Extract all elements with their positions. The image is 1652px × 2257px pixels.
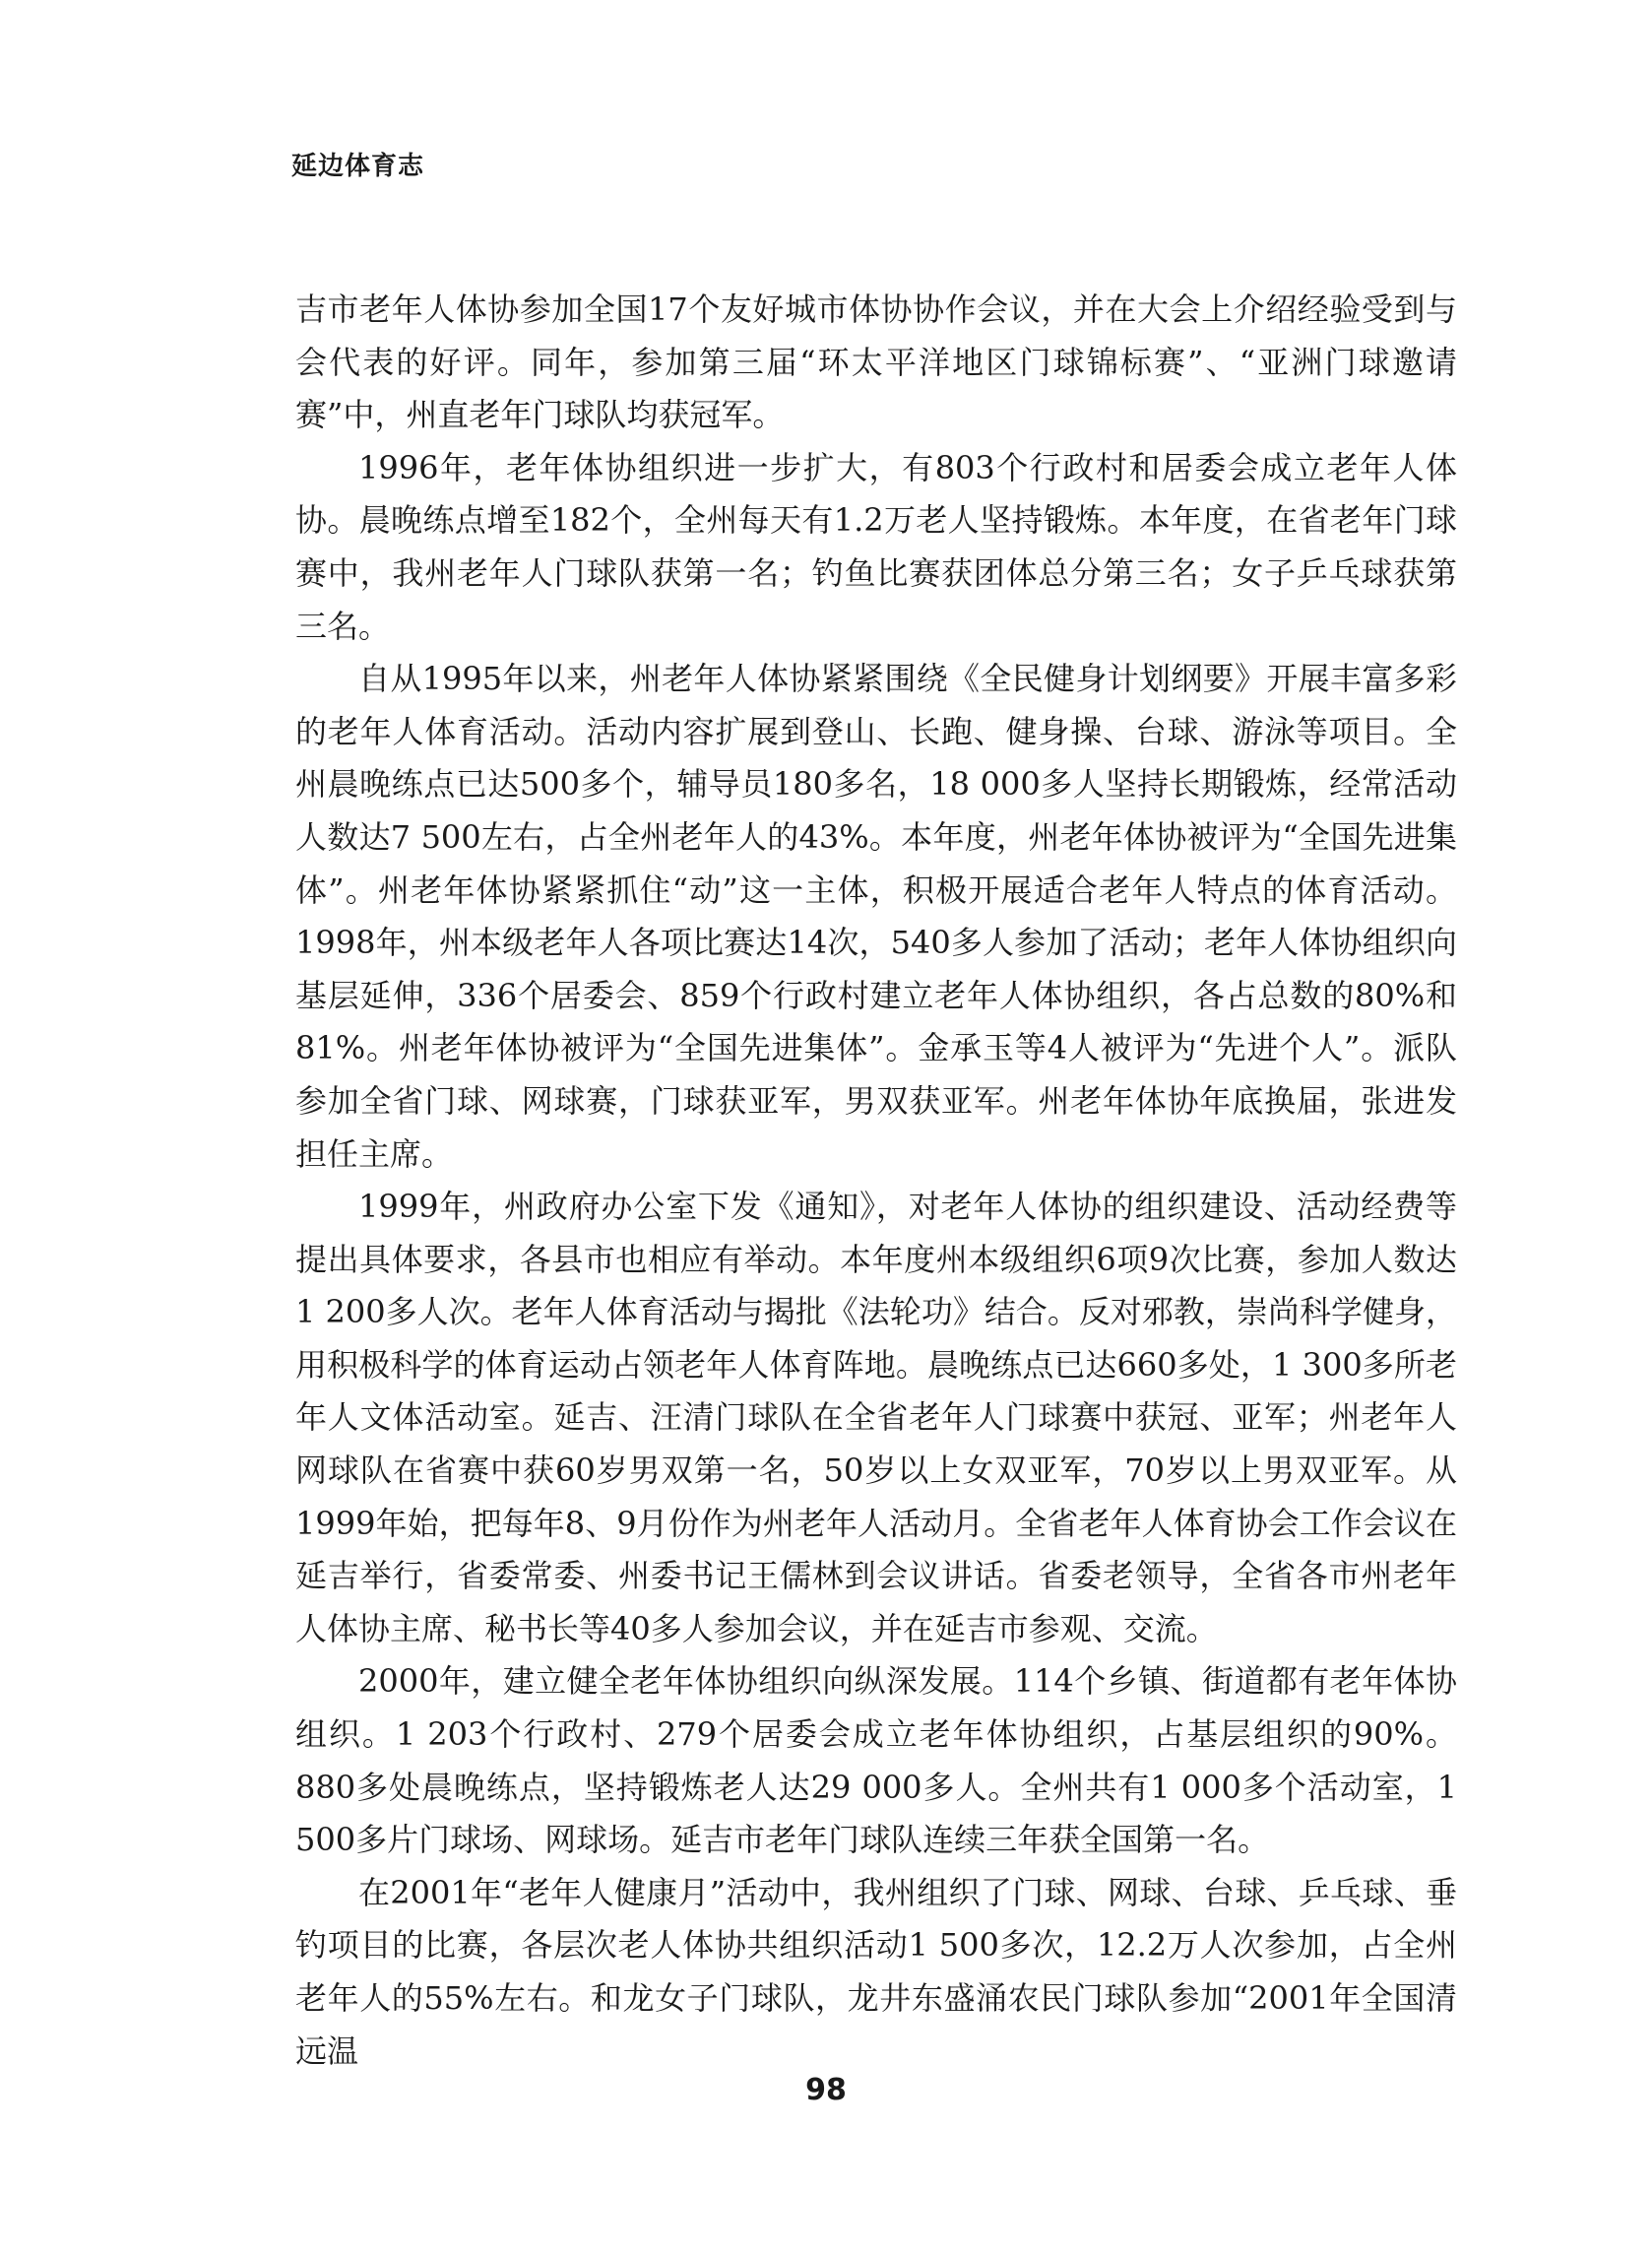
paragraph-4: 1999年，州政府办公室下发《通知》，对老年人体协的组织建设、活动经费等提出具体要求，各县市也相应有举动。本年度州本级组织6项9次比赛，参加人数达1 200多人次。老年人体育活动与揭批《法轮功》结合。反对邪教，崇尚科学健身，用积极科学的体育运动占领老年人体育阵地。晨晚练点已达660多处，1 300多所老年人文体活动室。延吉、汪清门球队在全省老年人门球赛中获冠、亚军；州老年人网球队在省赛中获60岁男双第一名，50岁以上女双亚军，70岁以上男双亚军。从1999年始，把每年8、9月份作为州老年人活动月。全省老年人体育协会工作会议在延吉举行，省委常委、州委书记王儒林到会议讲话。省委老领导，全省各市州老年人体协主席、秘书长等40多人参加会议，并在延吉市参观、交流。 bbox=[295, 1188, 1457, 1647]
paragraph-6: 在2001年“老年人健康月”活动中，我州组织了门球、网球、台球、乒乓球、垂钓项目的比赛，各层次老人体协共组织活动1 500多次，12.2万人次参加，占全州老年人的55%左右。和龙女子门球队，龙井东盛涌农民门球队参加“2001年全国清远温 bbox=[295, 1873, 1457, 2070]
running-header: 延边体育志 bbox=[291, 152, 425, 181]
paragraph-5: 2000年，建立健全老年体协组织向纵深发展。114个乡镇、街道都有老年体协组织。1 203个行政村、279个居委会成立老年体协组织，占基层组织的90%。880多处晨晚练点，坚持锻炼老人达29 000多人。全州共有1 000多个活动室，1 500多片门球场、网球场。延吉市老年门球队连续三年获全国第一名。 bbox=[295, 1662, 1457, 1859]
paragraph-3: 自从1995年以来，州老年人体协紧紧围绕《全民健身计划纲要》开展丰富多彩的老年人体育活动。活动内容扩展到登山、长跑、健身操、台球、游泳等项目。全州晨晚练点已达500多个，辅导员180多名，18 000多人坚持长期锻炼，经常活动人数达7 500左右，占全州老年人的43%。本年度，州老年体协被评为“全国先进集体”。州老年体协紧紧抓住“动”这一主体，积极开展适合老年人特点的体育活动。1998年，州本级老年人各项比赛达14次，540多人参加了活动；老年人体协组织向基层延伸，336个居委会、859个行政村建立老年人体协组织，各占总数的80%和81%。州老年体协被评为“全国先进集体”。金承玉等4人被评为“先进个人”。派队参加全省门球、网球赛，门球获亚军，男双获亚军。州老年体协年底换届，张进发担任主席。 bbox=[295, 660, 1457, 1173]
paragraph-1: 吉市老年人体协参加全国17个友好城市体协协作会议，并在大会上介绍经验受到与会代表的好评。同年，参加第三届“环太平洋地区门球锦标赛”、“亚洲门球邀请赛”中，州直老年门球队均获冠军。 bbox=[295, 290, 1457, 434]
paragraph-2: 1996年，老年体协组织进一步扩大，有803个行政村和居委会成立老年人体协。晨晚练点增至182个，全州每天有1.2万老人坚持锻炼。本年度，在省老年门球赛中，我州老年人门球队获第一名；钓鱼比赛获团体总分第三名；女子乒乓球获第三名。 bbox=[295, 448, 1457, 645]
body-text bbox=[295, 284, 1457, 2078]
page-number: 98 bbox=[805, 2073, 847, 2107]
